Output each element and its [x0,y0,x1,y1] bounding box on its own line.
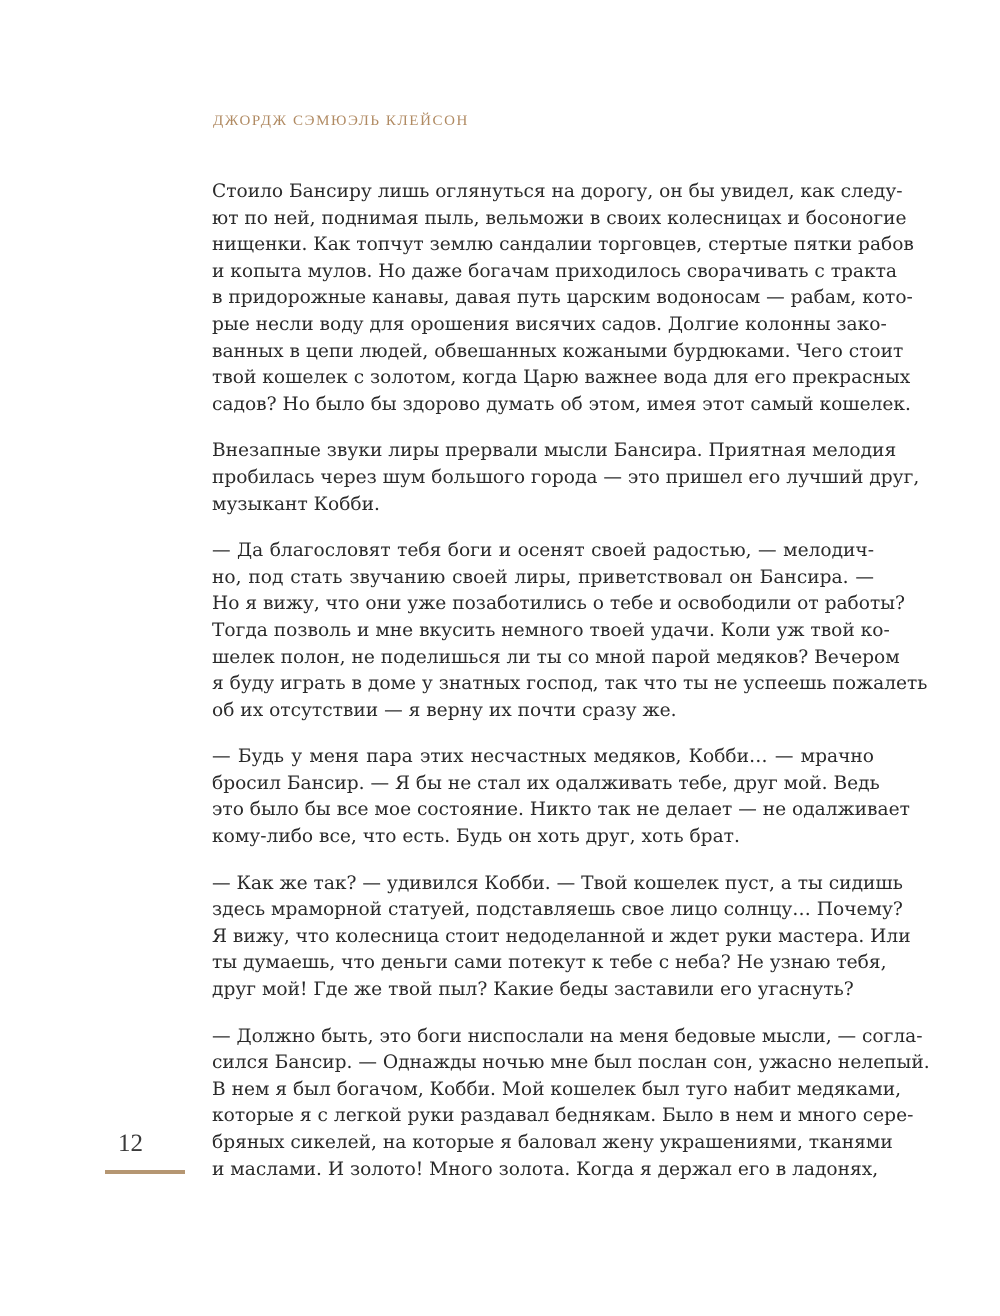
text-line: друг мой! Где же твой пыл? Какие беды заставили его угаснуть? [212,979,854,1001]
text-line: в придорожные канавы, давая путь царским водоносам — рабам, кото- [212,287,913,309]
text-line: нищенки. Как топчут землю сандалии торговцев, стертые пятки рабов [212,234,914,256]
text-line: которые я с легкой руки раздавал беднякам. Было в нем и много сере- [212,1105,914,1127]
paragraph [212,538,928,724]
body-text [212,179,930,1203]
text-line: и маслами. И золото! Много золота. Когда я держал его в ладонях, [212,1158,879,1180]
text-line: рые несли воду для орошения висячих садов. Долгие колонны зако- [212,313,887,335]
text-line: я буду играть в доме у знатных господ, так что ты не успеешь пожалеть [212,673,928,695]
text-line: твой кошелек с золотом, когда Царю важнее вода для его прекрасных [212,367,911,389]
text-line: кому-либо все, что есть. Будь он хоть друг, хоть брат. [212,826,740,848]
text-line: и копыта мулов. Но даже богачам приходилось сворачивать с тракта [212,260,898,282]
text-line: но, под стать звучанию своей лиры, приветствовал он Бансира. — [212,566,874,588]
text-line: ванных в цепи людей, обвешанных кожаными бурдюками. Чего стоит [212,340,904,362]
running-head: ДЖОРДЖ СЭМЮЭЛЬ КЛЕЙСОН [213,113,469,129]
text-line: бросил Бансир. — Я бы не стал их одалживать тебе, друг мой. Ведь [212,772,880,794]
page-number: 12 [118,1130,143,1157]
text-line: — Да благословят тебя боги и осенят своей радостью, — мелодич- [212,540,874,562]
page-number-rule [105,1170,185,1174]
text-line: здесь мраморной статуей, подставляешь свое лицо солнцу… Почему? [212,899,903,921]
text-line: ты думаешь, что деньги сами потекут к тебе с неба? Не узнаю тебя, [212,952,887,974]
text-line: это было бы все мое состояние. Никто так не делает — не одалживает [212,799,910,821]
text-line: Внезапные звуки лиры прервали мысли Бансира. Приятная мелодия [212,440,897,462]
text-line: бряных сикелей, на которые я баловал жену украшениями, тканями [212,1132,893,1153]
text-line: — Как же так? — удивился Кобби. — Твой кошелек пуст, а ты сидишь [212,872,903,894]
paragraph [212,438,920,518]
text-line: Тогда позволь и мне вкусить немного твоей удачи. Коли уж твой ко- [212,619,890,641]
text-line: ют по ней, поднимая пыль, вельможи в своих колесницах и босоногие [212,207,907,229]
paragraph [212,871,911,1004]
text-line: пробилась через шум большого города — это пришел его лучший друг, [212,466,920,488]
text-line: садов? Но было бы здорово думать об этом, имея этот самый кошелек. [212,393,911,415]
text-line: Стоило Бансиру лишь оглянуться на дорогу, он бы увидел, как следу- [212,181,903,202]
text-line: Но я вижу, что они уже позаботились о тебе и освободили от работы? [212,593,905,615]
paragraph [212,179,914,418]
paragraph [212,1024,930,1184]
text-line: шелек полон, не поделишься ли ты со мной парой медяков? Вечером [212,646,900,668]
text-line: музыкант Кобби. [212,493,380,515]
text-line: об их отсутствии — я верну их почти сразу же. [212,699,677,721]
paragraph [212,744,910,850]
text-line: — Будь у меня пара этих несчастных медяков, Кобби… — мрачно [212,746,874,768]
text-line: — Должно быть, это боги ниспослали на меня бедовые мысли, — согла- [212,1025,923,1047]
text-line: В нем я был богачом, Кобби. Мой кошелек был туго набит медяками, [212,1078,902,1100]
text-line: Я вижу, что колесница стоит недоделанной и ждет руки мастера. Или [212,925,911,947]
text-line: сился Бансир. — Однажды ночью мне был послан сон, ужасно нелепый. [212,1052,930,1074]
